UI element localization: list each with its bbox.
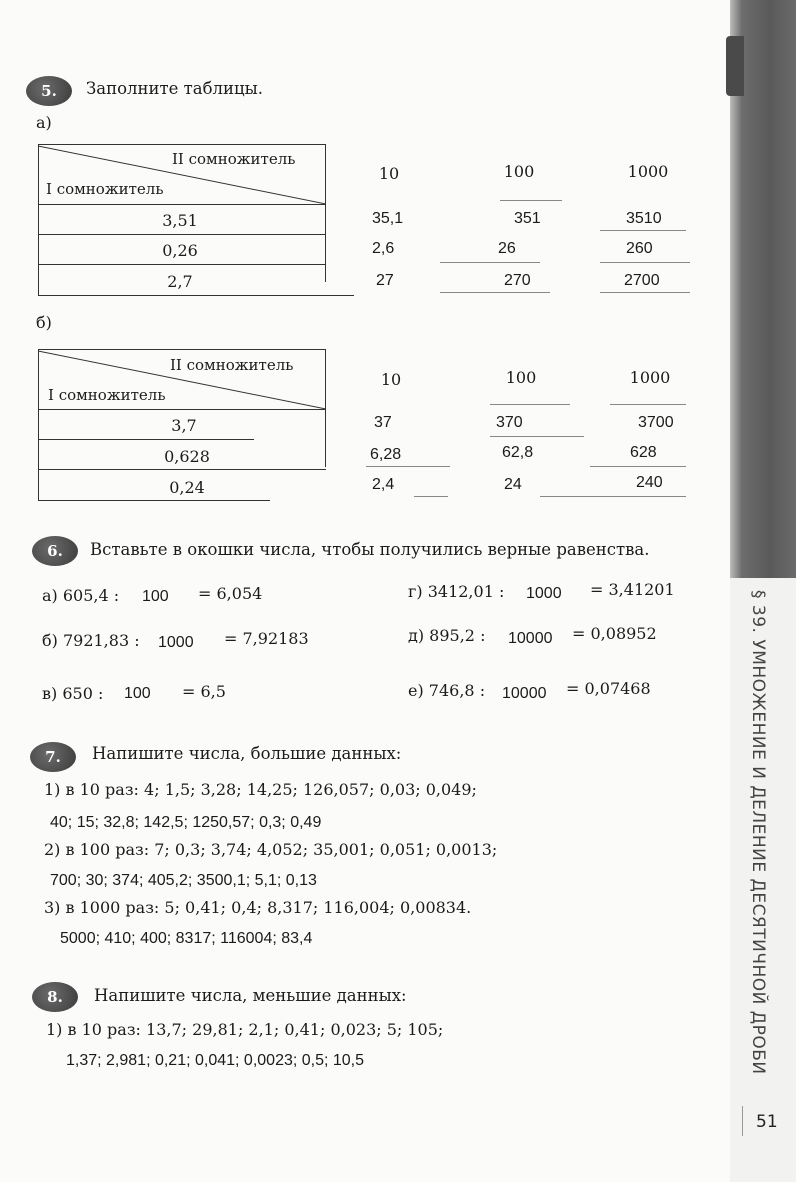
equation-left: в) 650 : — [42, 684, 104, 703]
table-b-r2-c2: 62,8 — [502, 444, 534, 461]
table-a-r3-c3: 2700 — [624, 272, 660, 289]
equation-right: = 7,92183 — [224, 629, 309, 648]
table-a-factor-1: 3,51 — [162, 211, 198, 230]
equation-right: = 6,5 — [182, 682, 226, 701]
task-7-question-3: 3) в 1000 раз: 5; 0,41; 0,4; 8,317; 116,004; 0,00834. — [44, 898, 472, 917]
table-a-col-2: 100 — [503, 162, 535, 181]
table-b-r2-c3: 628 — [630, 444, 657, 461]
chapter-title: § 39. УМНОЖЕНИЕ И ДЕЛЕНИЕ ДЕСЯТИЧНОЙ ДРОБИ — [748, 590, 768, 1075]
table-b-header-bottom: I сомножитель — [48, 386, 166, 404]
equation-right: = 0,07468 — [566, 679, 651, 698]
table-b-r2-c1: 6,28 — [370, 446, 402, 463]
task-7-answer-2: 700; 30; 374; 405,2; 3500,1; 5,1; 0,13 — [50, 872, 317, 889]
table-a-factor-3: 2,7 — [167, 272, 193, 291]
table-a-factor-2: 0,26 — [162, 241, 198, 260]
equation-left: а) 605,4 : — [42, 586, 120, 605]
table-b-r3-c1: 2,4 — [372, 476, 395, 493]
task-6-badge: 6. — [32, 536, 78, 566]
equation-answer: 10000 — [502, 685, 547, 702]
table-b-col-2: 100 — [505, 368, 537, 387]
table-a-r2-c3: 260 — [626, 240, 653, 257]
table-b-factor-3: 0,24 — [169, 478, 205, 497]
equation-answer: 1000 — [526, 585, 562, 602]
equation-right: = 3,41201 — [590, 580, 675, 599]
table-a-col-1: 10 — [378, 164, 400, 183]
table-b-col-1: 10 — [380, 370, 402, 389]
equation-right: = 0,08952 — [572, 624, 657, 643]
table-b-r3-c2: 24 — [504, 476, 522, 493]
table-b-col-3: 1000 — [629, 368, 671, 387]
table-a-header-top: II сомножитель — [172, 150, 296, 168]
task-8-badge: 8. — [32, 982, 78, 1012]
table-a-r1-c1: 35,1 — [372, 210, 404, 227]
table-b-r1-c1: 37 — [374, 414, 392, 431]
task-5-title: Заполните таблицы. — [86, 79, 264, 98]
equation-answer: 100 — [124, 685, 151, 702]
equation-left: г) 3412,01 : — [408, 582, 505, 601]
task-5-badge: 5. — [26, 76, 72, 106]
page-number: 51 — [756, 1112, 778, 1132]
task-8-title: Напишите числа, меньшие данных: — [94, 986, 407, 1005]
table-a-r3-c2: 270 — [504, 272, 531, 289]
task-7-question-1: 1) в 10 раз: 4; 1,5; 3,28; 14,25; 126,057; 0,03; 0,049; — [44, 780, 477, 799]
chapter-tab — [726, 36, 744, 96]
table-a-r3-c1: 27 — [376, 272, 394, 289]
table-b-factor-1: 3,7 — [171, 416, 197, 435]
table-b-header-top: II сомножитель — [170, 356, 294, 374]
task-7-answer-3: 5000; 410; 400; 8317; 116004; 83,4 — [60, 930, 313, 947]
task-8-answer-1: 1,37; 2,981; 0,21; 0,041; 0,0023; 0,5; 10,5 — [66, 1052, 365, 1069]
table-a-r1-c3: 3510 — [626, 210, 662, 227]
equation-answer: 1000 — [158, 634, 194, 651]
task-8-question-1: 1) в 10 раз: 13,7; 29,81; 2,1; 0,41; 0,023; 5; 105; — [46, 1020, 444, 1039]
task-7-badge: 7. — [30, 742, 76, 772]
equation-answer: 10000 — [508, 630, 553, 647]
table-a-label: а) — [36, 113, 52, 132]
task-6-title: Вставьте в окошки числа, чтобы получились верные равенства. — [90, 540, 650, 559]
table-b-label: б) — [36, 313, 52, 332]
table-a-r2-c1: 2,6 — [372, 240, 395, 257]
table-a-header-bottom: I сомножитель — [46, 180, 164, 198]
page-number-rule — [742, 1106, 743, 1136]
equation-left: б) 7921,83 : — [42, 631, 140, 650]
table-b-factor-2: 0,628 — [164, 447, 210, 466]
table-a-r1-c2: 351 — [514, 210, 541, 227]
task-7-question-2: 2) в 100 раз: 7; 0,3; 3,74; 4,052; 35,001; 0,051; 0,0013; — [44, 840, 498, 859]
table-b-r1-c3: 3700 — [638, 414, 674, 431]
equation-right: = 6,054 — [198, 584, 263, 603]
table-a-col-3: 1000 — [627, 162, 669, 181]
table-b-r1-c2: 370 — [496, 414, 523, 431]
table-b-r3-c3: 240 — [636, 474, 663, 491]
equation-left: е) 746,8 : — [408, 681, 486, 700]
task-7-title: Напишите числа, большие данных: — [92, 744, 402, 763]
table-a-r2-c2: 26 — [498, 240, 516, 257]
equation-left: д) 895,2 : — [408, 626, 486, 645]
equation-answer: 100 — [142, 588, 169, 605]
task-7-answer-1: 40; 15; 32,8; 142,5; 1250,57; 0,3; 0,49 — [50, 814, 322, 831]
